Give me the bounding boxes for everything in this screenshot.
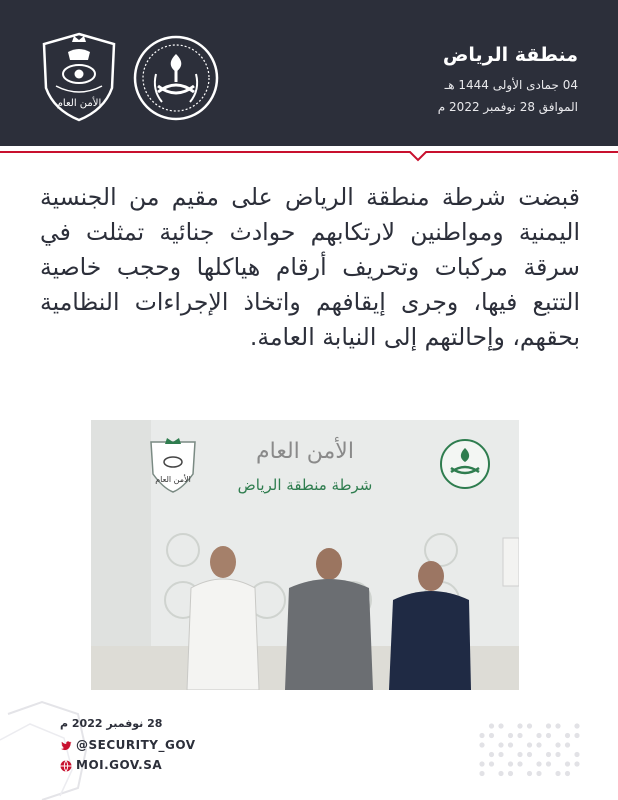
- photo-shield-caption: الأمن العام: [155, 475, 191, 484]
- decor-dot: [555, 771, 560, 776]
- decor-dot: [508, 771, 513, 776]
- decor-dot: [574, 733, 579, 738]
- decor-dot: [546, 723, 551, 728]
- decor-dot: [574, 752, 579, 757]
- red-divider: [0, 148, 618, 162]
- decor-dot: [546, 733, 551, 738]
- decor-dot: [517, 723, 522, 728]
- decor-dot: [479, 761, 484, 766]
- decor-dot: [574, 723, 579, 728]
- footer-date: 28 نوفمبر 2022 م: [60, 717, 163, 730]
- decor-dot: [574, 761, 579, 766]
- decor-dot: [479, 771, 484, 776]
- decor-dot: [479, 733, 484, 738]
- decor-dot: [536, 761, 541, 766]
- decor-dot: [517, 733, 522, 738]
- decor-dot: [498, 771, 503, 776]
- decor-dot: [555, 752, 560, 757]
- website-row: [60, 758, 162, 772]
- wall-subtitle: شرطة منطقة الرياض: [237, 476, 373, 494]
- decor-dot: [565, 733, 570, 738]
- photo-scene: [91, 420, 519, 690]
- decor-dot: [527, 723, 532, 728]
- decor-dot: [536, 733, 541, 738]
- decor-dot: [527, 742, 532, 747]
- website-link[interactable]: MOI.GOV.SA: [76, 758, 163, 772]
- twitter-icon: [60, 740, 72, 752]
- wall-title: الأمن العام: [256, 439, 354, 464]
- dot-pattern-decoration: [478, 722, 582, 778]
- decor-dot: [517, 752, 522, 757]
- decor-dot: [498, 742, 503, 747]
- hijri-date: 04 جمادى الأولى 1444 هـ: [444, 78, 578, 92]
- decor-dot: [555, 742, 560, 747]
- arrest-photo: [91, 420, 519, 690]
- decor-dot: [565, 761, 570, 766]
- decor-dot: [546, 761, 551, 766]
- decor-dot: [536, 742, 541, 747]
- saudi-emblem-icon: [132, 34, 220, 122]
- globe-icon: [60, 760, 72, 772]
- decor-dot: [489, 761, 494, 766]
- decor-dot: [517, 761, 522, 766]
- decor-dot: [527, 771, 532, 776]
- decor-dot: [546, 752, 551, 757]
- public-security-shield-icon: [38, 30, 120, 124]
- decor-dot: [508, 742, 513, 747]
- decor-dot: [565, 771, 570, 776]
- decor-dot: [479, 742, 484, 747]
- decor-dot: [489, 752, 494, 757]
- decor-dot: [498, 723, 503, 728]
- region-title: منطقة الرياض: [442, 44, 578, 66]
- shield-caption: الأمن العام: [56, 98, 102, 109]
- header-banner: [0, 0, 618, 146]
- decor-dot: [555, 723, 560, 728]
- decor-dot: [565, 742, 570, 747]
- decor-dot: [536, 771, 541, 776]
- gregorian-date: الموافق 28 نوفمبر 2022 م: [437, 100, 578, 114]
- twitter-handle[interactable]: @SECURITY_GOV: [76, 738, 196, 752]
- decor-dot: [489, 733, 494, 738]
- decor-dot: [489, 723, 494, 728]
- decor-dot: [508, 761, 513, 766]
- twitter-row: [60, 738, 196, 752]
- decor-dot: [508, 733, 513, 738]
- decor-dot: [498, 752, 503, 757]
- decor-dot: [527, 752, 532, 757]
- article-text: قبضت شرطة منطقة الرياض على مقيم من الجنسية اليمنية ومواطنين لارتكابهم حوادث جنائية تمثلت في سرقة مركبات وتحريف أرقام هياكلها وحجب خاصية التتبع فيها، وجرى إيقافهم واتخاذ الإجراءات النظامية بحقهم، وإحالتهم إلى النيابة العامة.: [40, 183, 580, 351]
